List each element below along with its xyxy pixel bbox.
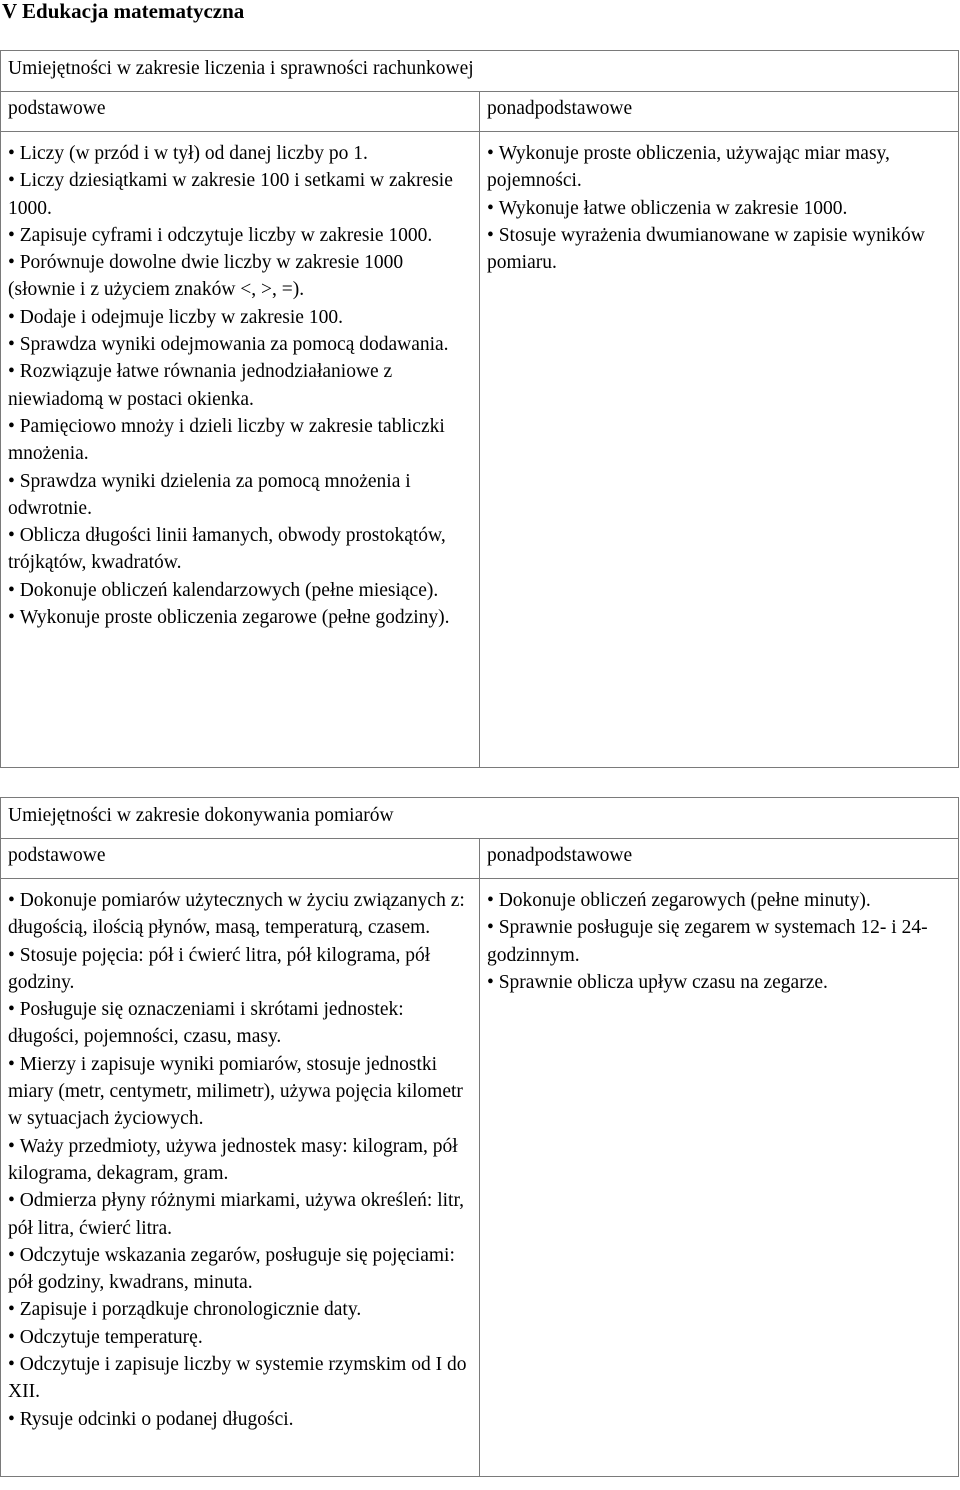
list-item: • Odmierza płyny różnymi miarkami, używa określeń: litr, pół litra, ćwierć litra. <box>8 1187 475 1242</box>
list-item: • Zapisuje i porządkuje chronologicznie daty. <box>8 1296 475 1323</box>
list-item: • Odczytuje wskazania zegarów, posługuje się pojęciami: pół godziny, kwadrans, minuta. <box>8 1242 475 1297</box>
list-item: • Sprawnie posługuje się zegarem w systemach 12- i 24-godzinnym. <box>487 914 954 969</box>
list-item: • Stosuje pojęcia: pół i ćwierć litra, pół kilograma, pół godziny. <box>8 942 475 997</box>
list-item: • Dodaje i odejmuje liczby w zakresie 100. <box>8 304 475 331</box>
basic-skills-cell <box>1 879 480 1477</box>
list-item: • Odczytuje i zapisuje liczby w systemie rzymskim od I do XII. <box>8 1351 475 1406</box>
list-item: • Liczy dziesiątkami w zakresie 100 i setkami w zakresie 1000. <box>8 167 475 222</box>
column-header-advanced: ponadpodstawowe <box>480 839 959 879</box>
list-item: • Posługuje się oznaczeniami i skrótami jednostek: długości, pojemności, czasu, masy. <box>8 996 475 1051</box>
list-item: • Rysuje odcinki o podanej długości. <box>8 1406 475 1433</box>
advanced-skills-list <box>487 140 954 276</box>
list-item: • Mierzy i zapisuje wyniki pomiarów, stosuje jednostki miary (metr, centymetr, milimetr), używa pojęcia kilometr w sytuacjach życiowych. <box>8 1051 475 1133</box>
list-item: • Liczy (w przód i w tył) od danej liczby po 1. <box>8 140 475 167</box>
basic-skills-list <box>8 140 475 631</box>
column-header-basic: podstawowe <box>1 839 480 879</box>
list-item: • Sprawdza wyniki odejmowania za pomocą dodawania. <box>8 331 475 358</box>
list-item: • Waży przedmioty, używa jednostek masy: kilogram, pół kilograma, dekagram, gram. <box>8 1133 475 1188</box>
skills-table-measurement <box>0 797 959 1477</box>
list-item: • Wykonuje proste obliczenia zegarowe (pełne godziny). <box>8 604 475 631</box>
section-title: Umiejętności w zakresie liczenia i sprawności rachunkowej <box>1 51 959 92</box>
list-item: • Pamięciowo mnoży i dzieli liczby w zakresie tabliczki mnożenia. <box>8 413 475 468</box>
list-item: • Zapisuje cyframi i odczytuje liczby w zakresie 1000. <box>8 222 475 249</box>
column-header-basic: podstawowe <box>1 92 480 132</box>
advanced-skills-cell <box>480 879 959 1477</box>
list-item: • Sprawdza wyniki dzielenia za pomocą mnożenia i odwrotnie. <box>8 468 475 523</box>
advanced-skills-cell <box>480 132 959 768</box>
list-item: • Wykonuje proste obliczenia, używając miar masy, pojemności. <box>487 140 954 195</box>
page-heading: V Edukacja matematyczna <box>2 0 245 23</box>
basic-skills-cell <box>1 132 480 768</box>
list-item: • Wykonuje łatwe obliczenia w zakresie 1000. <box>487 195 954 222</box>
section-title: Umiejętności w zakresie dokonywania pomiarów <box>1 798 959 839</box>
list-item: • Rozwiązuje łatwe równania jednodziałaniowe z niewiadomą w postaci okienka. <box>8 358 475 413</box>
basic-skills-list <box>8 887 475 1433</box>
list-item: • Porównuje dowolne dwie liczby w zakresie 1000 (słownie i z użyciem znaków <, >, =). <box>8 249 475 304</box>
advanced-skills-list <box>487 887 954 996</box>
list-item: • Stosuje wyrażenia dwumianowane w zapisie wyników pomiaru. <box>487 222 954 277</box>
list-item: • Odczytuje temperaturę. <box>8 1324 475 1351</box>
list-item: • Dokonuje obliczeń zegarowych (pełne minuty). <box>487 887 954 914</box>
list-item: • Dokonuje obliczeń kalendarzowych (pełne miesiące). <box>8 577 475 604</box>
skills-table-counting <box>0 50 959 768</box>
list-item: • Oblicza długości linii łamanych, obwody prostokątów, trójkątów, kwadratów. <box>8 522 475 577</box>
column-header-advanced: ponadpodstawowe <box>480 92 959 132</box>
list-item: • Sprawnie oblicza upływ czasu na zegarze. <box>487 969 954 996</box>
list-item: • Dokonuje pomiarów użytecznych w życiu związanych z: długością, ilością płynów, masą, temperaturą, czasem. <box>8 887 475 942</box>
